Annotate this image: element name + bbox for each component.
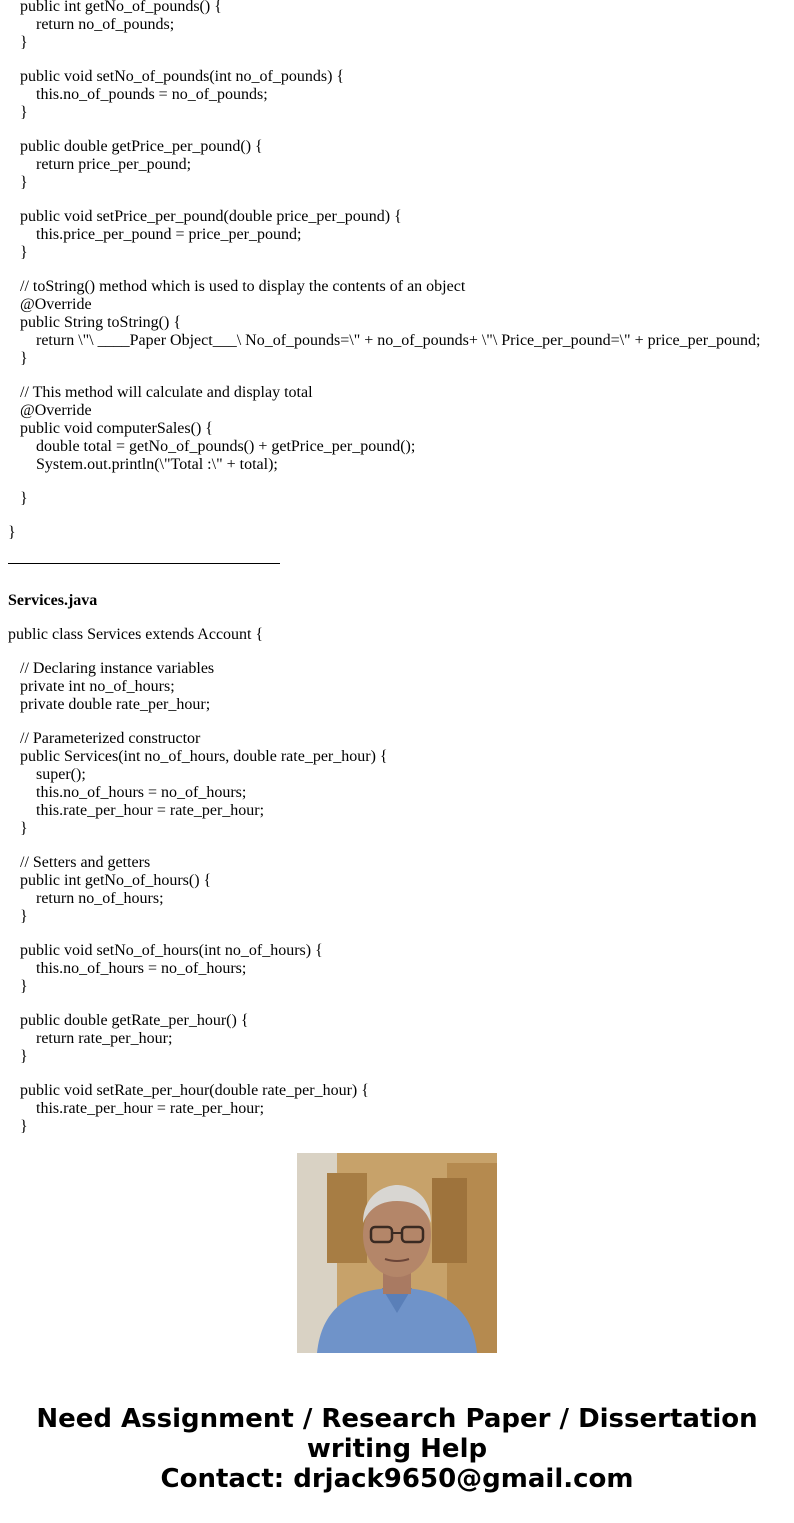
code-line: } [20, 978, 28, 995]
code-line: public void setPrice_per_pound(double price_per_pound) { [20, 208, 402, 225]
code-line: return rate_per_hour; [36, 1030, 173, 1047]
code-line: System.out.println(\"Total :\" + total); [36, 456, 278, 473]
code-line: public class Services extends Account { [8, 626, 264, 643]
code-line: public void computerSales() { [20, 420, 213, 437]
code-line: return no_of_hours; [36, 890, 164, 907]
code-line: double total = getNo_of_pounds() + getPrice_per_pound(); [36, 438, 416, 455]
code-annotation: @Override [20, 296, 92, 313]
person-portrait-icon [297, 1153, 497, 1353]
code-line: super(); [36, 766, 86, 783]
code-line: return \"\ ____Paper Object___\ No_of_pounds=\" + no_of_pounds+ \"\ Price_per_pound=\" + price_per_pound; [36, 332, 761, 349]
avatar [297, 1153, 497, 1353]
code-line: } [20, 490, 28, 507]
code-comment: // Parameterized constructor [20, 730, 201, 747]
code-comment: // toString() method which is used to display the contents of an object [20, 278, 466, 295]
code-comment: // Setters and getters [20, 854, 151, 871]
code-line: this.no_of_pounds = no_of_pounds; [36, 86, 268, 103]
code-line: private int no_of_hours; [20, 678, 175, 695]
code-line: private double rate_per_hour; [20, 696, 211, 713]
section-divider [8, 563, 280, 564]
code-line: } [20, 244, 28, 261]
code-line: public int getNo_of_pounds() { [20, 0, 222, 15]
code-line: this.no_of_hours = no_of_hours; [36, 784, 247, 801]
code-line: public double getRate_per_hour() { [20, 1012, 249, 1029]
code-line: this.rate_per_hour = rate_per_hour; [36, 802, 265, 819]
code-line: public Services(int no_of_hours, double rate_per_hour) { [20, 748, 388, 765]
code-line: return no_of_pounds; [36, 16, 175, 33]
code-line: public int getNo_of_hours() { [20, 872, 212, 889]
code-line: } [8, 524, 16, 541]
code-line: } [20, 908, 28, 925]
code-annotation: @Override [20, 402, 92, 419]
code-line: } [20, 34, 28, 51]
code-line: } [20, 174, 28, 191]
code-line: public void setRate_per_hour(double rate_per_hour) { [20, 1082, 369, 1099]
code-line: return price_per_pound; [36, 156, 192, 173]
code-line: public String toString() { [20, 314, 182, 331]
code-line: } [20, 1118, 28, 1135]
code-line: } [20, 104, 28, 121]
code-line: public double getPrice_per_pound() { [20, 138, 263, 155]
promo-heading: Need Assignment / Research Paper / Dissertation [36, 1404, 758, 1434]
code-line: public void setNo_of_pounds(int no_of_pounds) { [20, 68, 345, 85]
file-heading: Services.java [8, 592, 98, 609]
code-comment: // This method will calculate and display total [20, 384, 313, 401]
promo-heading: writing Help [306, 1434, 488, 1464]
code-line: this.no_of_hours = no_of_hours; [36, 960, 247, 977]
contact-email: Contact: drjack9650@gmail.com [160, 1464, 634, 1494]
code-line: this.price_per_pound = price_per_pound; [36, 226, 302, 243]
code-line: public void setNo_of_hours(int no_of_hours) { [20, 942, 323, 959]
code-line: } [20, 1048, 28, 1065]
code-comment: // Declaring instance variables [20, 660, 215, 677]
code-line: } [20, 350, 28, 367]
code-line: this.rate_per_hour = rate_per_hour; [36, 1100, 265, 1117]
code-line: } [20, 820, 28, 837]
